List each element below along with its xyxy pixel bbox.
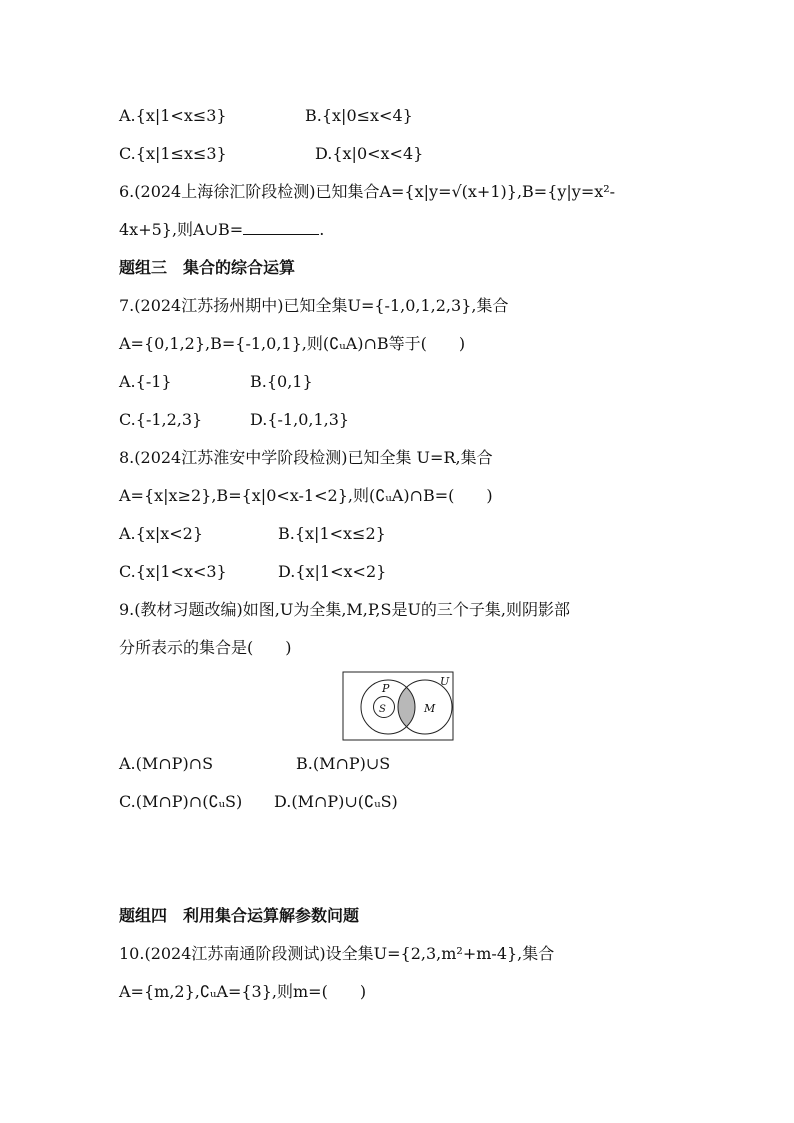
q9-option-c: C.(M∩P)∩(∁ᵤS) [119,792,243,811]
q9-option-a: A.(M∩P)∩S [119,754,214,773]
q9-stem-line1: 9.(教材习题改编)如图,U为全集,M,P,S是U的三个子集,则阴影部 [119,600,571,619]
q7-option-c: C.{-1,2,3} [119,410,203,429]
q5-option-c: C.{x|1≤x≤3} [119,144,227,163]
answer-blank [243,220,319,235]
q6-stem-line1: 6.(2024上海徐汇阶段检测)已知集合A={x|y=√(x+1)},B={y|y=x²- [119,182,616,201]
q8-option-c: C.{x|1<x<3} [119,562,227,581]
q7-option-b: B.{0,1} [250,372,313,391]
q6-stem-suffix: . [319,220,325,239]
q5-option-a: A.{x|1<x≤3} [119,106,227,125]
group4-heading: 题组四 利用集合运算解参数问题 [119,906,360,925]
q8-option-a: A.{x|x<2} [119,524,204,543]
q7-option-d: D.{-1,0,1,3} [250,410,350,429]
label-p: P [382,682,390,695]
label-u: U [440,675,450,688]
label-m: M [424,702,436,715]
q10-stem-line1: 10.(2024江苏南通阶段测试)设全集U={2,3,m²+m-4},集合 [119,944,555,963]
q6-stem-line2 [119,220,324,240]
venn-diagram [342,671,454,741]
q7-stem-line2: A={0,1,2},B={-1,0,1},则(∁ᵤA)∩B等于( ) [119,334,466,353]
q5-option-d: D.{x|0<x<4} [315,144,424,163]
q8-stem-line2: A={x|x≥2},B={x|0<x-1<2},则(∁ᵤA)∩B=( ) [119,486,493,505]
q5-option-b: B.{x|0≤x<4} [305,106,413,125]
label-s: S [379,704,386,715]
q8-option-d: D.{x|1<x<2} [278,562,387,581]
q7-stem-line1: 7.(2024江苏扬州期中)已知全集U={-1,0,1,2,3},集合 [119,296,509,315]
group3-heading: 题组三 集合的综合运算 [119,258,296,277]
q7-option-a: A.{-1} [119,372,172,391]
q9-option-b: B.(M∩P)∪S [296,754,391,773]
q8-stem-line1: 8.(2024江苏淮安中学阶段检测)已知全集 U=R,集合 [119,448,493,467]
q10-stem-line2: A={m,2},∁ᵤA={3},则m=( ) [119,982,367,1001]
q9-option-d: D.(M∩P)∪(∁ᵤS) [274,792,398,811]
q8-option-b: B.{x|1<x≤2} [278,524,386,543]
q9-stem-line2: 分所表示的集合是( ) [119,638,292,657]
q6-stem-prefix: 4x+5},则A∪B= [119,220,244,239]
